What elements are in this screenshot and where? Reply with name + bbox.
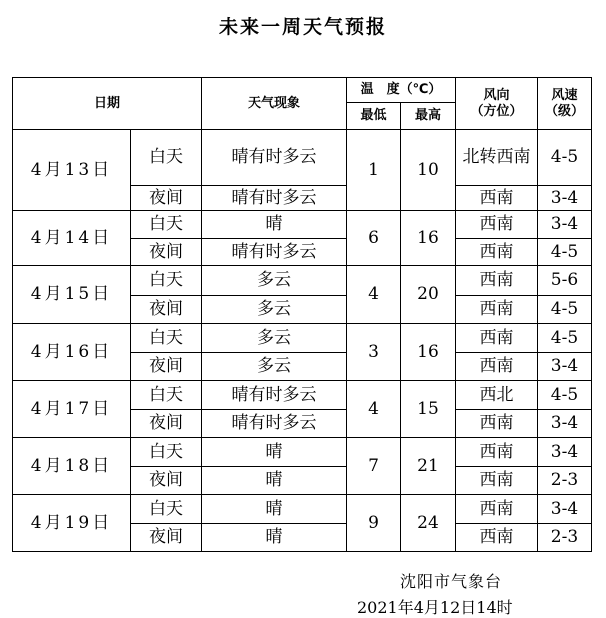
wind-speed: 4-5	[538, 324, 592, 353]
wind-direction: 西南	[456, 239, 538, 266]
forecast-day-row	[13, 211, 592, 239]
temp-max: 21	[401, 438, 456, 495]
wind-direction: 西南	[456, 467, 538, 495]
weather-condition: 多云	[202, 324, 347, 353]
temp-max: 16	[401, 324, 456, 381]
period-label: 夜间	[131, 186, 202, 211]
forecast-body	[13, 130, 592, 552]
weather-condition: 晴	[202, 524, 347, 552]
period-label: 白天	[131, 381, 202, 410]
wind-direction: 西南	[456, 186, 538, 211]
issue-time: 2021年4月12日14时	[357, 598, 513, 617]
period-label: 白天	[131, 495, 202, 524]
wind-direction: 西南	[456, 438, 538, 467]
temp-min: 7	[347, 438, 401, 495]
header-wind-direction	[456, 78, 538, 130]
forecast-date: 4月13日	[13, 130, 131, 211]
forecast-day-row	[13, 324, 592, 353]
wind-speed: 3-4	[538, 186, 592, 211]
temp-min: 4	[347, 266, 401, 324]
forecast-table	[12, 77, 592, 552]
period-label: 白天	[131, 324, 202, 353]
period-label: 白天	[131, 130, 202, 186]
header-wind-speed-label: 风速	[551, 87, 578, 103]
forecast-date: 4月19日	[13, 495, 131, 552]
forecast-day-row	[13, 495, 592, 524]
period-label: 夜间	[131, 239, 202, 266]
wind-direction: 西南	[456, 324, 538, 353]
header-wind-direction-label: 风向	[483, 87, 510, 103]
weather-condition: 晴	[202, 438, 347, 467]
wind-direction: 北转西南	[456, 130, 538, 186]
temp-max: 24	[401, 495, 456, 552]
forecast-date: 4月18日	[13, 438, 131, 495]
wind-speed: 3-4	[538, 211, 592, 239]
wind-direction: 西南	[456, 211, 538, 239]
temp-min: 9	[347, 495, 401, 552]
temp-min: 3	[347, 324, 401, 381]
forecast-date: 4月17日	[13, 381, 131, 438]
weather-condition: 晴	[202, 495, 347, 524]
forecast-day-row	[13, 438, 592, 467]
weather-condition: 多云	[202, 353, 347, 381]
wind-speed: 4-5	[538, 130, 592, 186]
weather-condition: 晴有时多云	[202, 130, 347, 186]
wind-speed: 2-3	[538, 524, 592, 552]
header-wind-direction-unit: （方位）	[470, 103, 523, 119]
page-title: 未来一周天气预报	[218, 16, 387, 38]
temp-min: 6	[347, 211, 401, 266]
issuing-organization: 沈阳市气象台	[400, 572, 503, 591]
weather-condition: 晴有时多云	[202, 381, 347, 410]
wind-speed: 2-3	[538, 467, 592, 495]
header-date: 日期	[13, 78, 202, 130]
period-label: 白天	[131, 438, 202, 467]
header-temperature: 温 度（℃）	[347, 78, 456, 103]
wind-speed: 3-4	[538, 438, 592, 467]
period-label: 夜间	[131, 467, 202, 495]
weather-condition: 多云	[202, 296, 347, 324]
temp-max: 15	[401, 381, 456, 438]
wind-speed: 3-4	[538, 495, 592, 524]
wind-direction: 西南	[456, 266, 538, 296]
period-label: 白天	[131, 211, 202, 239]
header-weather: 天气现象	[202, 78, 347, 130]
wind-speed: 3-4	[538, 410, 592, 438]
period-label: 夜间	[131, 410, 202, 438]
forecast-day-row	[13, 130, 592, 186]
period-label: 白天	[131, 266, 202, 296]
period-label: 夜间	[131, 524, 202, 552]
header-temp-max: 最高	[401, 103, 456, 130]
wind-speed: 5-6	[538, 266, 592, 296]
period-label: 夜间	[131, 353, 202, 381]
wind-direction: 西南	[456, 296, 538, 324]
wind-direction: 西北	[456, 381, 538, 410]
wind-direction: 西南	[456, 353, 538, 381]
header-wind-speed-unit: （级）	[544, 103, 584, 119]
forecast-date: 4月16日	[13, 324, 131, 381]
weather-condition: 晴有时多云	[202, 186, 347, 211]
weather-condition: 晴有时多云	[202, 410, 347, 438]
weather-condition: 晴	[202, 467, 347, 495]
weather-condition: 晴有时多云	[202, 239, 347, 266]
wind-speed: 3-4	[538, 353, 592, 381]
forecast-date: 4月15日	[13, 266, 131, 324]
wind-speed: 4-5	[538, 296, 592, 324]
header-temp-min: 最低	[347, 103, 401, 130]
forecast-day-row	[13, 266, 592, 296]
wind-speed: 4-5	[538, 381, 592, 410]
forecast-date: 4月14日	[13, 211, 131, 266]
temp-max: 16	[401, 211, 456, 266]
header-wind-speed	[538, 78, 592, 130]
weather-condition: 多云	[202, 266, 347, 296]
forecast-day-row	[13, 381, 592, 410]
wind-speed: 4-5	[538, 239, 592, 266]
period-label: 夜间	[131, 296, 202, 324]
temp-max: 20	[401, 266, 456, 324]
temp-max: 10	[401, 130, 456, 211]
temp-min: 1	[347, 130, 401, 211]
wind-direction: 西南	[456, 410, 538, 438]
wind-direction: 西南	[456, 495, 538, 524]
temp-min: 4	[347, 381, 401, 438]
wind-direction: 西南	[456, 524, 538, 552]
weather-condition: 晴	[202, 211, 347, 239]
